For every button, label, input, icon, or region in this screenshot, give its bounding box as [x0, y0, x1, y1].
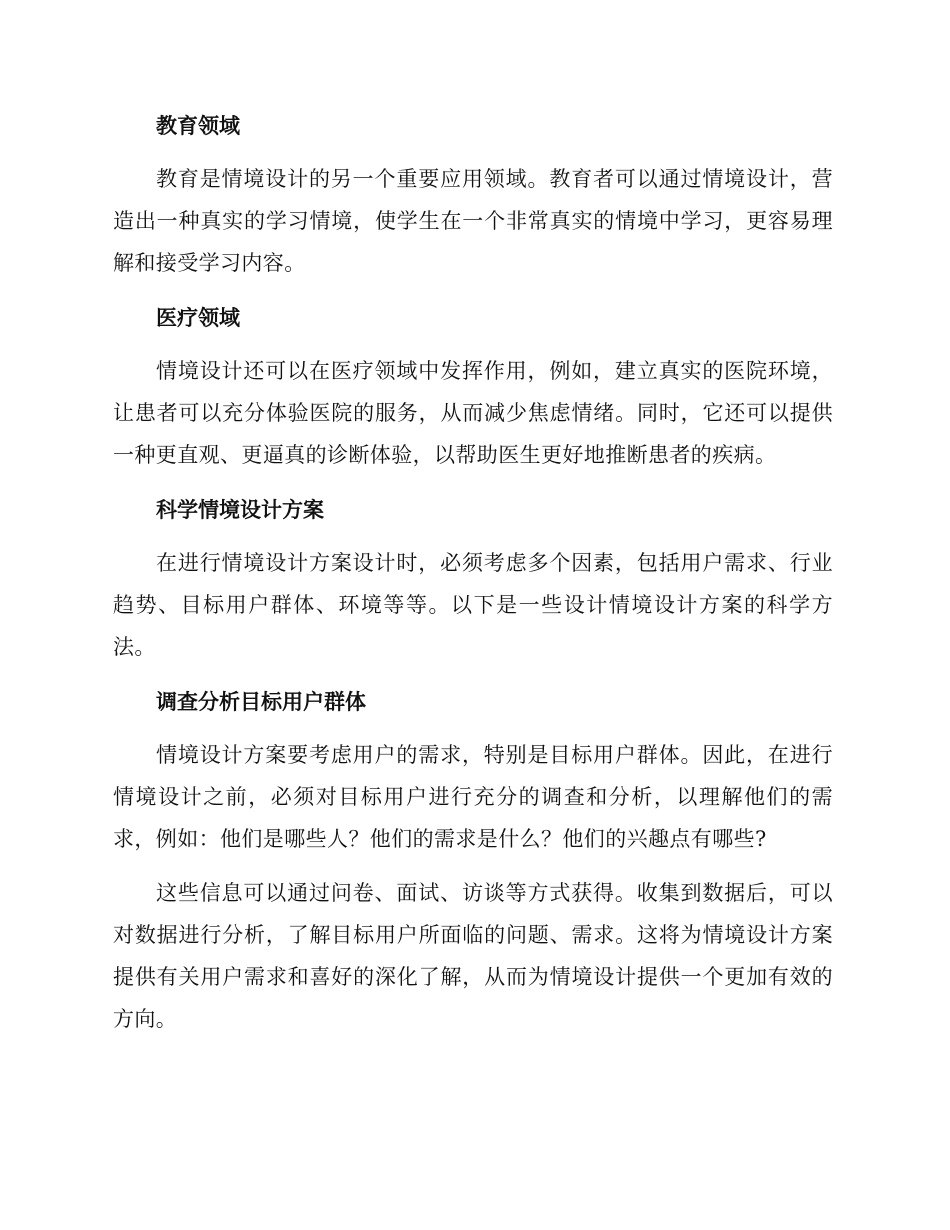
document-page [113, 104, 833, 1052]
paragraph: 情境设计还可以在医疗领域中发挥作用，例如，建立真实的医院环境，让患者可以充分体验医院的服务，从而减少焦虑情绪。同时，它还可以提供一种更直观、更逼真的诊断体验，以帮助医生更好地推断患者的疾病。 [113, 359, 833, 467]
paragraph: 这些信息可以通过问卷、面试、访谈等方式获得。收集到数据后，可以对数据进行分析，了解目标用户所面临的问题、需求。这将为情境设计方案提供有关用户需求和喜好的深化了解，从而为情境设计提供一个更加有效的方向。 [113, 881, 833, 1031]
section-heading: 科学情境设计方案 [156, 498, 324, 522]
section-heading: 调查分析目标用户群体 [156, 690, 366, 714]
section-medical [113, 296, 833, 476]
section-heading: 教育领域 [156, 114, 240, 138]
paragraph: 在进行情境设计方案设计时，必须考虑多个因素，包括用户需求、行业趋势、目标用户群体、环境等等。以下是一些设计情境设计方案的科学方法。 [113, 551, 833, 659]
section-heading: 医疗领域 [156, 306, 240, 330]
section-user-research [113, 680, 833, 1040]
paragraph: 教育是情境设计的另一个重要应用领域。教育者可以通过情境设计，营造出一种真实的学习情境，使学生在一个非常真实的情境中学习，更容易理解和接受学习内容。 [113, 167, 833, 275]
section-education [113, 104, 833, 284]
paragraph: 情境设计方案要考虑用户的需求，特别是目标用户群体。因此，在进行情境设计之前，必须对目标用户进行充分的调查和分析，以理解他们的需求，例如：他们是哪些人？他们的需求是什么？他们的兴趣点有哪些? [113, 743, 833, 851]
section-scientific-plan [113, 488, 833, 668]
